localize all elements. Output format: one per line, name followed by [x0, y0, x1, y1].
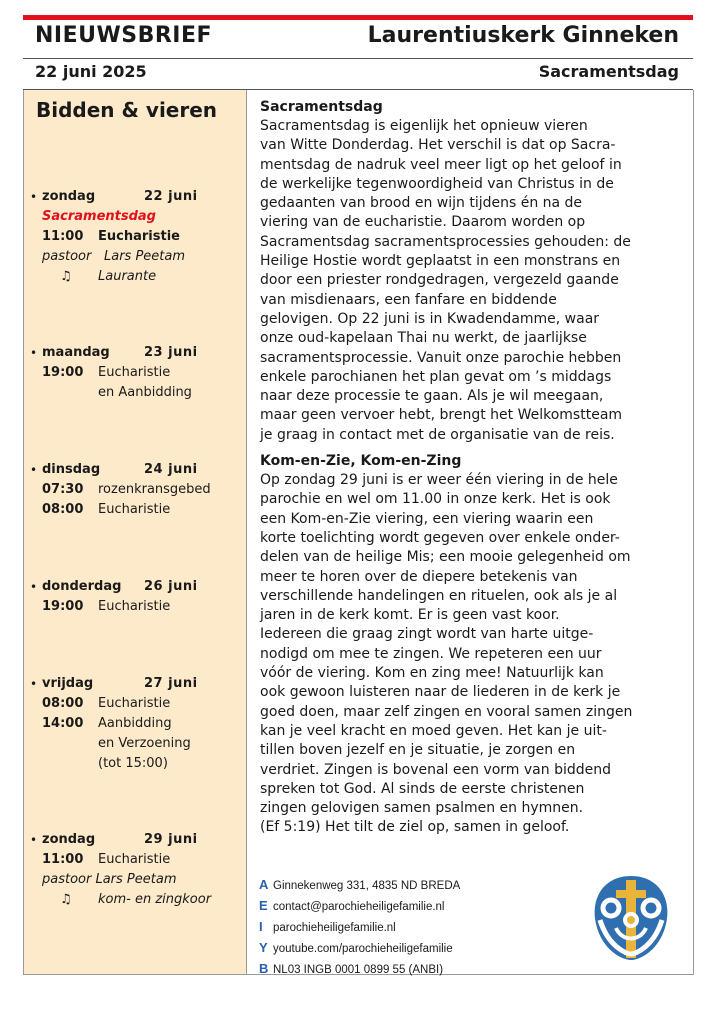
day-name: donderdag	[42, 579, 122, 594]
day-date: 27 juni	[144, 676, 198, 691]
body-line: enkele parochianen het plan gevat om ’s middags	[260, 368, 612, 385]
day-date: 29 juni	[144, 832, 198, 847]
service-time: 07:30	[42, 482, 84, 497]
article-body	[260, 471, 685, 838]
celebrant-name: pastoor Lars Peetam	[42, 872, 177, 887]
contact-bank	[259, 959, 460, 980]
email-link[interactable]: contact@parochieheiligefamilie.nl	[273, 901, 445, 913]
bank-letter: B	[259, 961, 269, 976]
body-line: van misdienaars, een fanfare en biddende	[260, 291, 557, 308]
service-time: 08:00	[42, 696, 84, 711]
article-sacramentsdag	[260, 98, 685, 445]
body-line: onze oud-kapelaan Thai nu werkt, de jaarlijkse	[260, 330, 587, 347]
schedule-sidebar	[24, 90, 247, 974]
article-title: Kom-en-Zie, Kom-en-Zing	[260, 453, 462, 470]
body-line: (Ef 5:19) Het tilt de ziel op, samen in geloof.	[260, 819, 570, 836]
body-line: kan je veel kracht en moed geven. Het kan je uit-	[260, 722, 607, 739]
body-line: Sacramentsdag is eigenlijk het opnieuw vieren	[260, 118, 588, 134]
contact-email	[259, 896, 460, 917]
service-time: 11:00	[42, 229, 84, 244]
body-line: ook gewoon luisteren naar de liederen in de kerk je	[260, 684, 621, 701]
body-line: de werkelijke tegenwoordigheid van Christus in de	[260, 175, 614, 192]
bullet-icon: •	[30, 463, 38, 477]
day-name: zondag	[42, 189, 96, 204]
body-line: parochie en wel om 11.00 in onze kerk. Het is ook	[260, 491, 611, 508]
service-name: rozenkransgebed	[98, 482, 211, 497]
day-date: 22 juni	[144, 189, 198, 204]
body-line: nodigd om mee te zingen. We repeteren een uur	[260, 645, 602, 662]
body-line: delen van de heilige Mis; een mooie gelegenheid om	[260, 549, 631, 566]
body-line: vóór de viering. Kom en zing mee! Natuurlijk kan	[260, 665, 604, 682]
day-name: zondag	[42, 832, 96, 847]
service-time: 19:00	[42, 599, 84, 614]
article-title: Sacramentsdag	[260, 99, 383, 115]
body-line: verdriet. Zingen is bovenal een vorm van biddend	[260, 761, 612, 778]
body-line: zingen gelovigen samen psalmen en hymnen.	[260, 800, 584, 817]
bullet-icon: •	[30, 190, 38, 204]
body-line: jaren in de kerk komt. Er is geen vast koor.	[260, 607, 560, 624]
content-frame	[23, 90, 694, 975]
day-date: 24 juni	[144, 462, 198, 477]
body-line: tillen boven jezelf en je situatie, je zorgen en	[260, 742, 576, 759]
body-line: je graag in contact met de organisatie van de reis.	[260, 426, 615, 443]
bullet-icon: •	[30, 580, 38, 594]
choir-name: kom- en zingkoor	[98, 892, 212, 907]
bullet-icon: •	[30, 346, 38, 360]
feast-name: Sacramentsdag	[42, 209, 156, 224]
sidebar-title: Bidden & vieren	[36, 98, 218, 122]
day-name: maandag	[42, 345, 110, 360]
body-line: een Kom-en-Zie viering, een viering waarin een	[260, 510, 594, 527]
articles-column	[260, 98, 685, 838]
service-name: Aanbidding	[98, 716, 172, 731]
service-name: en Aanbidding	[98, 385, 192, 400]
schedule-day	[30, 343, 240, 403]
service-time: 14:00	[42, 716, 84, 731]
subheader	[23, 59, 693, 90]
schedule-day	[30, 577, 240, 617]
contact-block	[259, 875, 460, 980]
contact-youtube	[259, 938, 460, 959]
celebrant-role: pastoor	[42, 249, 92, 264]
youtube-link[interactable]: youtube.com/parochieheiligefamilie	[273, 943, 453, 955]
celebrant-name: Lars Peetam	[104, 249, 186, 264]
body-line: viering van de eucharistie. Daarom worden op	[260, 214, 586, 231]
website-letter: I	[259, 919, 263, 934]
choir-name: Laurante	[98, 269, 157, 284]
body-line: Iedereen die graag zingt wordt van harte uitge-	[260, 626, 594, 643]
day-name: dinsdag	[42, 462, 101, 477]
day-name: vrijdag	[42, 676, 94, 691]
schedule-day	[30, 187, 240, 287]
schedule-day	[30, 830, 240, 910]
masthead	[23, 20, 693, 59]
day-date: 26 juni	[144, 579, 198, 594]
body-line: mentsdag de nadruk veel meer ligt op het geloof in	[260, 156, 622, 173]
bullet-icon: •	[30, 677, 38, 691]
body-line: korte toelichting wordt gegeven over enkele onder-	[260, 529, 620, 546]
youtube-letter: Y	[259, 940, 268, 955]
contact-website	[259, 917, 460, 938]
body-line: verschillende handelingen en rituelen, ook als je al	[260, 587, 618, 604]
body-line: door een priester rondgedragen, vergezeld gaande	[260, 272, 619, 289]
music-note-icon: ♫	[60, 892, 72, 907]
article-body	[260, 117, 685, 445]
occasion: Sacramentsdag	[538, 62, 679, 81]
body-line: goed doen, maar zelf zingen en vooral samen zingen	[260, 703, 633, 720]
body-line: maar geen vervoer hebt, brengt het Welkomstteam	[260, 407, 623, 424]
music-note-icon: ♫	[60, 269, 72, 284]
service-name: Eucharistie	[98, 365, 171, 380]
day-date: 23 juni	[144, 345, 198, 360]
website-link[interactable]: parochieheiligefamilie.nl	[273, 922, 396, 934]
service-time: 08:00	[42, 502, 84, 517]
schedule-day	[30, 674, 240, 774]
article-kom-en-zie	[260, 452, 685, 838]
body-line: gelovigen. Op 22 juni is in Kwadendamme, waar	[260, 310, 600, 327]
body-line: naar deze processie te gaan. Als je wil meegaan,	[260, 388, 604, 405]
service-name: en Verzoening	[98, 736, 191, 751]
church-name: Laurentiuskerk Ginneken	[367, 23, 679, 48]
body-line: gedaanten van brood en wijn tijdens én na de	[260, 195, 583, 212]
service-name: Eucharistie	[98, 229, 180, 244]
body-line: Heilige Hostie wordt geplaatst in een monstrans en	[260, 253, 621, 270]
schedule-day	[30, 460, 240, 520]
service-time: 19:00	[42, 365, 84, 380]
contact-address	[259, 875, 460, 896]
address-text: Ginnekenweg 331, 4835 ND BREDA	[273, 880, 461, 892]
bank-account: NL03 INGB 0001 0899 55 (ANBI)	[273, 964, 444, 976]
address-letter: A	[259, 877, 269, 892]
service-name: Eucharistie	[98, 502, 171, 517]
bullet-icon: •	[30, 833, 38, 847]
body-line: meer te horen over de diepere betekenis van	[260, 568, 578, 585]
service-name: Eucharistie	[98, 599, 171, 614]
service-note: (tot 15:00)	[98, 756, 168, 771]
newsletter-label: NIEUWSBRIEF	[35, 23, 213, 48]
body-line: Op zondag 29 juni is er weer één viering in de hele	[260, 472, 618, 489]
service-time: 11:00	[42, 852, 84, 867]
service-name: Eucharistie	[98, 852, 171, 867]
body-line: sacramentsprocessie. Vanuit onze parochie hebben	[260, 349, 622, 366]
body-line: Sacramentsdag sacramentsprocessies gehouden: de	[260, 233, 631, 250]
email-letter: E	[259, 898, 268, 913]
holy-family-logo-icon	[586, 868, 676, 963]
body-line: spreken tot God. Al sinds de eerste christenen	[260, 780, 585, 797]
body-line: van Witte Donderdag. Het verschil is dat op Sacra-	[260, 137, 616, 154]
service-name: Eucharistie	[98, 696, 171, 711]
issue-date: 22 juni 2025	[35, 62, 147, 81]
